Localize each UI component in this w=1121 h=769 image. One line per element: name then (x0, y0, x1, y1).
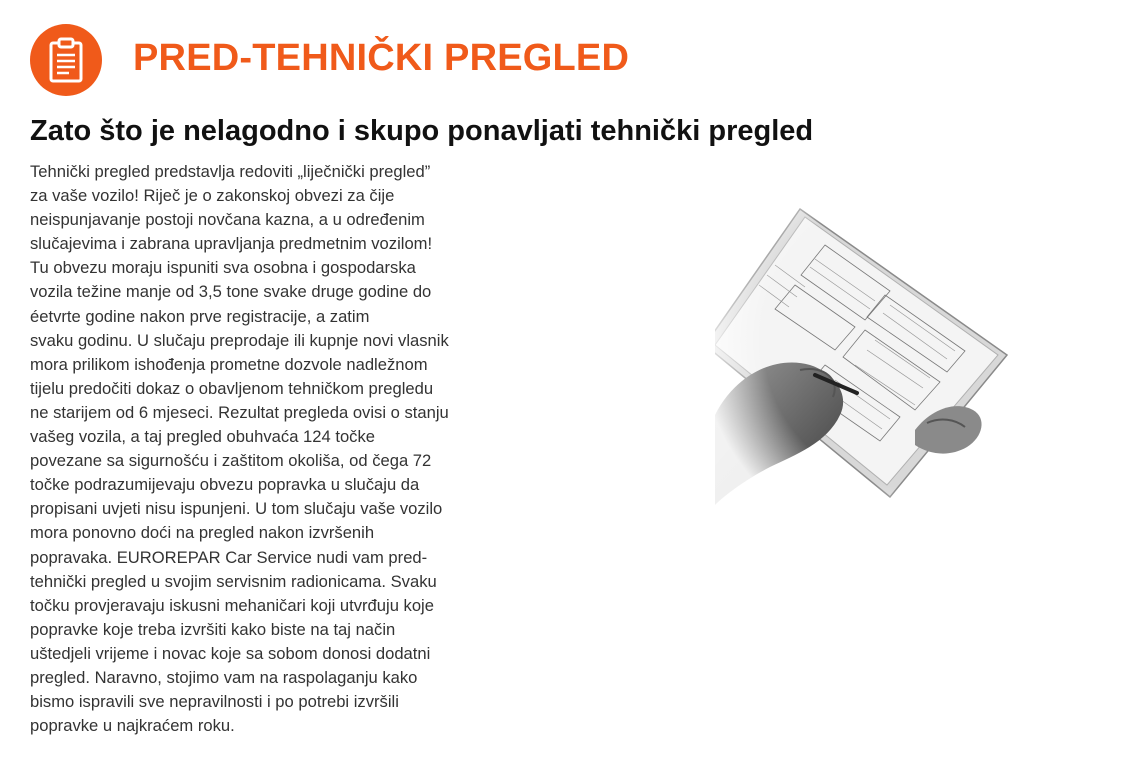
clipboard-icon (30, 24, 102, 96)
body-line: mora ponovno doći na pregled nakon izvršenih (30, 523, 375, 543)
body-line: točke podrazumijevaju obvezu popravka u slučaju da (30, 475, 420, 495)
body-line: slučajevima i zabrana upravljanja predmetnim vozilom! (30, 234, 433, 254)
body-line: vozila težine manje od 3,5 tone svake druge godine do (30, 282, 432, 302)
section-heading: Zato što je nelagodno i skupo ponavljati tehnički pregled (30, 115, 814, 147)
body-line: popravaka. EUROREPAR Car Service nudi vam pred- (30, 547, 428, 567)
page-header (30, 24, 102, 96)
body-line: popravke u najkraćem roku. (30, 716, 235, 736)
hand-signing-form-photo (715, 205, 1015, 505)
body-line: tehnički pregled u svojim servisnim radionicama. Svaku (30, 571, 437, 591)
body-line: pregled. Naravno, stojimo vam na raspolaganju kako (30, 667, 418, 687)
body-line: éetvrte godine nakon prve registracije, a zatim (30, 306, 370, 326)
body-line: popravke koje treba izvršiti kako biste na taj način (30, 619, 396, 639)
body-line: ne starijem od 6 mjeseci. Rezultat pregleda ovisi o stanju (30, 402, 449, 422)
body-line: točku provjeravaju iskusni mehaničari koji utvrđuju koje (30, 595, 434, 615)
body-line: bismo ispravili sve nepravilnosti i po potrebi izvršili (30, 692, 399, 712)
body-line: za vaše vozilo! Riječ je o zakonskoj obvezi za čije (30, 186, 395, 206)
body-line: tijelu predočiti dokaz o obavljenom tehničkom pregledu (30, 378, 434, 398)
body-line: neispunjavanje postoji novčana kazna, a u određenim (30, 210, 425, 230)
body-line: Tehnički pregled predstavlja redoviti „liječnički pregled” (30, 162, 431, 181)
body-line: povezane sa sigurnošću i zaštitom okoliša, od čega 72 (30, 451, 432, 471)
body-line: Tu obvezu moraju ispuniti sva osobna i gospodarska (30, 258, 416, 278)
body-paragraph (30, 160, 500, 738)
body-line: propisani uvjeti nisu ispunjeni. U tom slučaju vaše vozilo (30, 499, 443, 519)
body-line: uštedjeli vrijeme i novac koje sa sobom donosi dodatni (30, 643, 431, 663)
page-title: PRED-TEHNIČKI PREGLED (133, 37, 630, 79)
body-line: mora prilikom ishođenja prometne dozvole nadležnom (30, 354, 428, 374)
body-line: svaku godinu. U slučaju preprodaje ili kupnje novi vlasnik (30, 330, 449, 350)
body-line: vašeg vozila, a taj pregled obuhvaća 124 točke (30, 427, 376, 447)
